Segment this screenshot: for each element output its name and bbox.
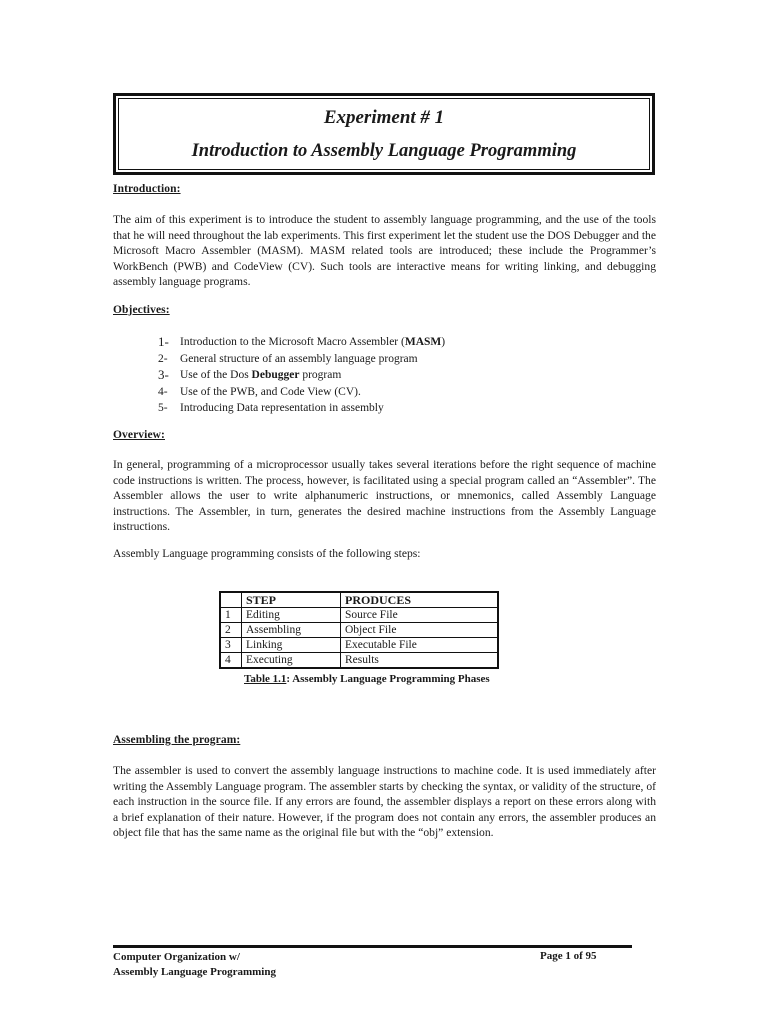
table-cell: 3 xyxy=(220,638,242,653)
objective-text: Introducing Data representation in assembly xyxy=(180,402,384,414)
objective-text: General structure of an assembly language program xyxy=(180,352,418,365)
table-cell: 1 xyxy=(220,608,242,623)
table-cell: 4 xyxy=(220,653,242,669)
table-row xyxy=(220,623,498,638)
footer-course-title xyxy=(113,950,276,980)
objective-item xyxy=(158,400,578,417)
table-cell: 2 xyxy=(220,623,242,638)
footer-line-2: Assembly Language Programming xyxy=(113,966,276,978)
objective-item xyxy=(158,351,578,368)
table-cell: Executable File xyxy=(341,638,499,653)
table-cell: Assembling xyxy=(242,623,341,638)
objective-number: 1- xyxy=(158,334,169,349)
table-cell: Source File xyxy=(341,608,499,623)
objective-item xyxy=(158,367,578,384)
assembling-text: The assembler is used to convert the assembly language instructions to machine code. It is used immediately after writing the Assembly Language program. The assembler starts by checking the syntax, or validity of the structure, of each instruction in the source file. If any errors are found, the assembler displays a report on these errors along with a brief explanation of their nature. However, if the program does not contain any errors, the assembler produces an object file that has the same name as the original file but with the “obj” extension. xyxy=(113,764,656,839)
steps-table xyxy=(219,591,499,669)
title-inner-border xyxy=(118,98,650,170)
table-cell: Object File xyxy=(341,623,499,638)
title-box xyxy=(113,93,655,175)
objective-number: 2- xyxy=(158,352,168,365)
table-row xyxy=(220,638,498,653)
objective-number: 4- xyxy=(158,385,168,398)
page-number: Page 1 of 95 xyxy=(540,950,597,962)
table-caption-label: Table 1.1 xyxy=(244,673,287,685)
footer-divider xyxy=(113,945,632,948)
assembling-heading: Assembling the program: xyxy=(113,734,241,746)
table-cell: Executing xyxy=(242,653,341,669)
objective-text: Use of the PWB, and Code View (CV). xyxy=(180,385,361,398)
overview-steps-intro: Assembly Language programming consists of the following steps: xyxy=(113,547,421,560)
objective-number: 5- xyxy=(158,402,168,414)
table-cell: Results xyxy=(341,653,499,669)
table-header-row xyxy=(220,592,498,608)
introduction-text: The aim of this experiment is to introduce the student to assembly language programming, and the use of the tools that he will need throughout the lab experiments. This first experiment let the student use the DOS Debugger and the Microsoft Macro Assembler (MASM). MASM related tools are introduced; these include the Programmer’s WorkBench (PWB) and CodeView (CV). Such tools are interactive means for writing linking, and debugging assembly language programs. xyxy=(113,213,656,288)
objective-number: 3- xyxy=(158,367,169,382)
experiment-subtitle: Introduction to Assembly Language Programming xyxy=(191,141,577,161)
experiment-title: Experiment # 1 xyxy=(323,107,445,128)
table-caption-text: : Assembly Language Programming Phases xyxy=(286,673,490,685)
table-caption xyxy=(244,673,490,685)
table-row xyxy=(220,653,498,669)
table-cell: Editing xyxy=(242,608,341,623)
table-cell: Linking xyxy=(242,638,341,653)
objective-text: Use of the Dos Debugger program xyxy=(180,369,342,381)
objectives-list xyxy=(158,334,578,417)
overview-heading: Overview: xyxy=(113,429,165,441)
overview-text: In general, programming of a microprocessor usually takes several iterations before the right sequence of machine code instructions is written. The process, however, is facilitated using a special program called an “Assembler”. The Assembler allows the user to write alphanumeric instructions, or mnemonics, called Assembly Language instructions. The Assembler, in turn, generates the desired machine instructions from the Assembly Language instructions. xyxy=(113,458,656,533)
table-header-cell: PRODUCES xyxy=(341,592,499,608)
footer-line-1: Computer Organization w/ xyxy=(113,951,240,963)
table-header-cell xyxy=(220,592,242,608)
objective-text: Introduction to the Microsoft Macro Assembler (MASM) xyxy=(180,336,446,348)
objective-item xyxy=(158,384,578,401)
objective-item xyxy=(158,334,578,351)
objectives-heading: Objectives: xyxy=(113,304,170,316)
introduction-heading: Introduction: xyxy=(113,183,181,195)
table-header-cell: STEP xyxy=(242,592,341,608)
table-row xyxy=(220,608,498,623)
